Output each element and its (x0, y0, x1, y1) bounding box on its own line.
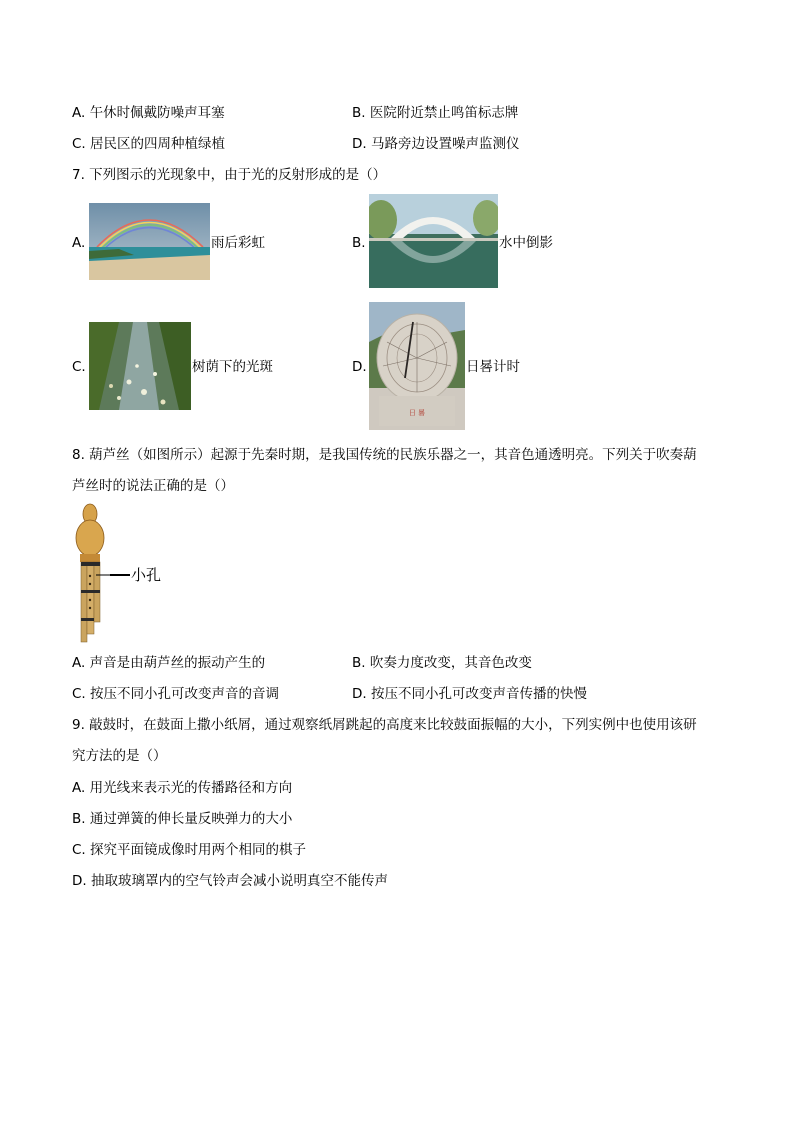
q6-option-b: B. 医院附近禁止鸣笛标志牌 (352, 105, 519, 121)
q7-option-b-letter: B. (352, 235, 366, 251)
q8-stem-line1: 8. 葫芦丝（如图所示）起源于先秦时期，是我国传统的民族乐器之一，其音色通透明亮。下列关于吹奏葫 (72, 447, 697, 463)
q9-option-d: D. 抽取玻璃罩内的空气铃声会减小说明真空不能传声 (72, 873, 388, 889)
q8-option-b: B. 吹奏力度改变，其音色改变 (352, 655, 532, 671)
hulusi-figure (72, 500, 110, 646)
forest-light-spots-photo (89, 322, 191, 410)
bridge-reflection-photo (369, 194, 498, 288)
q7-option-d-letter: D. (352, 359, 367, 375)
q9-option-c: C. 探究平面镜成像时用两个相同的棋子 (72, 842, 307, 858)
q7-option-a-caption: 雨后彩虹 (211, 235, 265, 251)
q7-option-d-caption: 日晷计时 (466, 359, 520, 375)
figure-label-small-hole: 小孔 (131, 566, 162, 584)
rainbow-photo (89, 203, 210, 280)
q9-option-a: A. 用光线来表示光的传播路径和方向 (72, 780, 293, 796)
q6-option-d: D. 马路旁边设置噪声监测仪 (352, 136, 520, 152)
q6-option-a: A. 午休时佩戴防噪声耳塞 (72, 105, 225, 121)
q7-option-c-letter: C. (72, 359, 86, 375)
sundial-inscription: 日 晷 (408, 409, 426, 417)
q8-option-a: A. 声音是由葫芦丝的振动产生的 (72, 655, 266, 671)
q6-option-c: C. 居民区的四周种植绿植 (72, 136, 226, 152)
figure-label-leader (110, 574, 130, 576)
q8-option-c: C. 按压不同小孔可改变声音的音调 (72, 686, 280, 702)
q8-stem-line2: 芦丝时的说法正确的是（） (72, 478, 234, 494)
q7-option-c-caption: 树荫下的光斑 (192, 359, 273, 375)
q7-option-a-letter: A. (72, 235, 86, 251)
q8-option-d: D. 按压不同小孔可改变声音传播的快慢 (352, 686, 587, 702)
q7-option-b-caption: 水中倒影 (499, 235, 553, 251)
q7-stem: 7. 下列图示的光现象中，由于光的反射形成的是（） (72, 167, 387, 183)
q9-option-b: B. 通过弹簧的伸长量反映弹力的大小 (72, 811, 293, 827)
sundial-photo (369, 302, 465, 430)
q9-stem-line2: 究方法的是（） (72, 748, 167, 764)
q9-stem-line1: 9. 敲鼓时，在鼓面上撒小纸屑，通过观察纸屑跳起的高度来比较鼓面振幅的大小，下列实例中也使用该研 (72, 717, 697, 733)
